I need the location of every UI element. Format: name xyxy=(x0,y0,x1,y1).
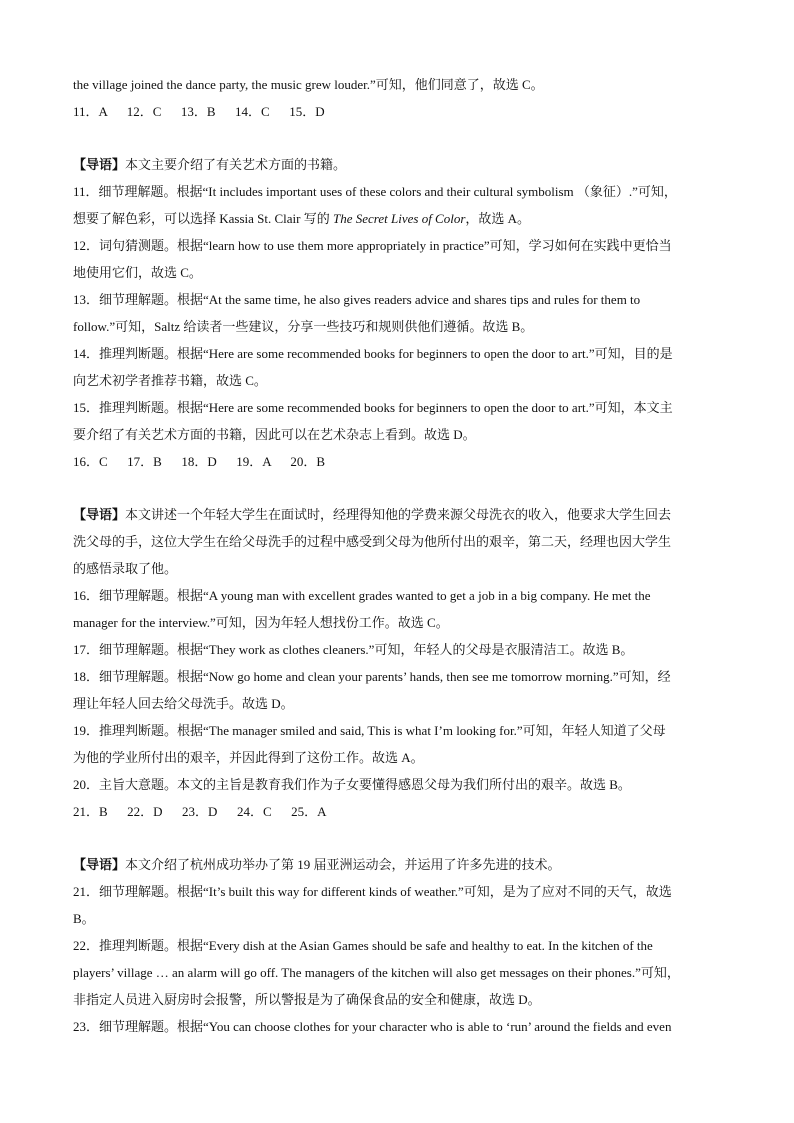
guide-tag: 【导语】 xyxy=(73,157,126,172)
text-line: 16．细节理解题。根据“A young man with excellent grades wanted to get a job in a big company. He met the xyxy=(73,588,651,603)
text-line: 12．词句猜测题。根据“learn how to use them more appropriately in practice”可知，学习如何在实践中更恰当 xyxy=(73,238,672,253)
text-line xyxy=(73,205,721,232)
text-line: follow.”可知，Saltz 给读者一些建议，分享一些技巧和规则供他们遵循。故选 B。 xyxy=(73,319,534,334)
text-line: 18．细节理解题。根据“Now go home and clean your parents’ hands, then see me tomorrow morning.”可知，经 xyxy=(73,669,671,684)
text-line: 17．细节理解题。根据“They work as clothes cleaners.”可知，年轻人的父母是衣服清洁工。故选 B。 xyxy=(73,642,634,657)
text-line: 23．细节理解题。根据“You can choose clothes for your character who is able to ‘run’ around the fields and even xyxy=(73,1019,672,1034)
text-line: 要介绍了有关艺术方面的书籍，因此可以在艺术杂志上看到。故选 D。 xyxy=(73,427,476,442)
guide-paragraph xyxy=(73,151,721,178)
text-line: 非指定人员进入厨房时会报警，所以警报是为了确保食品的安全和健康，故选 D。 xyxy=(73,992,541,1007)
guide-tag: 【导语】 xyxy=(73,857,126,872)
guide-text: 本文主要介绍了有关艺术方面的书籍。 xyxy=(125,157,347,172)
text-line: 理让年轻人回去给父母洗手。故选 D。 xyxy=(73,696,294,711)
text-line: 11．细节理解题。根据“It includes important uses of these colors and their cultural symbolism （象征）.”可知， xyxy=(73,184,677,199)
book-title: The Secret Lives of Color xyxy=(333,211,466,226)
guide-text: 本文介绍了杭州成功举办了第 19 届亚洲运动会，并运用了许多先进的技术。 xyxy=(125,857,561,872)
guide-paragraph xyxy=(73,501,721,528)
text-line: 向艺术初学者推荐书籍，故选 C。 xyxy=(73,373,267,388)
text-line: manager for the interview.”可知，因为年轻人想找份工作。故选 C。 xyxy=(73,615,449,630)
answer-key-line: 21．B 22．D 23．D 24．C 25．A xyxy=(73,804,327,819)
text-line: 15．推理判断题。根据“Here are some recommended books for beginners to open the door to art.”可知，本文主 xyxy=(73,400,673,415)
text-line: 20．主旨大意题。本文的主旨是教育我们作为子女要懂得感恩父母为我们所付出的艰辛。故选 B。 xyxy=(73,777,631,792)
answer-key-line: 16．C 17．B 18．D 19．A 20．B xyxy=(73,454,326,469)
text-line: 13．细节理解题。根据“At the same time, he also gives readers advice and shares tips and rules for them to xyxy=(73,292,641,307)
text-line: 为他的学业所付出的艰辛，并因此得到了这份工作。故选 A。 xyxy=(73,750,424,765)
text-line: 22．推理判断题。根据“Every dish at the Asian Games should be safe and healthy to eat. In the kitchen of the xyxy=(73,938,653,953)
text-line: 的感悟录取了他。 xyxy=(73,561,178,576)
text-span: 想要了解色彩，可以选择 Kassia St. Clair 写的 xyxy=(73,211,333,226)
text-span: ，故选 A。 xyxy=(465,211,531,226)
text-line: 洗父母的手，这位大学生在给父母洗手的过程中感受到父母为他所付出的艰辛，第二天，经理也因大学生 xyxy=(73,534,672,549)
text-line: 14．推理判断题。根据“Here are some recommended books for beginners to open the door to art.”可知，目的是 xyxy=(73,346,673,361)
text-line: B。 xyxy=(73,911,95,926)
text-line: 21．细节理解题。根据“It’s built this way for different kinds of weather.”可知，是为了应对不同的天气，故选 xyxy=(73,884,672,899)
text-line: 19．推理判断题。根据“The manager smiled and said, This is what I’m looking for.”可知，年轻人知道了父母 xyxy=(73,723,666,738)
answer-key-line: 11．A 12．C 13．B 14．C 15．D xyxy=(73,104,325,119)
document-content xyxy=(73,71,721,1040)
guide-tag: 【导语】 xyxy=(73,507,126,522)
guide-paragraph xyxy=(73,851,721,878)
guide-text: 本文讲述一个年轻大学生在面试时，经理得知他的学费来源父母洗衣的收入，他要求大学生回去 xyxy=(125,507,672,522)
text-line: 地使用它们，故选 C。 xyxy=(73,265,202,280)
text-line: players’ village … an alarm will go off. The managers of the kitchen will also get messages on their phones.”可知， xyxy=(73,965,680,980)
text-line: the village joined the dance party, the music grew louder.”可知，他们同意了，故选 C。 xyxy=(73,77,544,92)
